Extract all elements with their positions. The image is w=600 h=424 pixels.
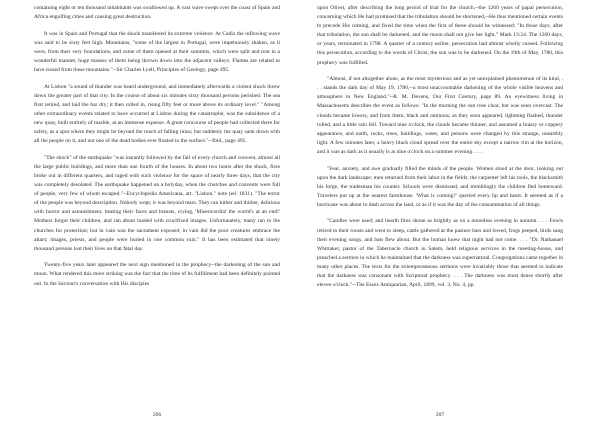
left-paragraph-5: Twenty-five years later appeared the next sign mentioned in the prophecy--the darkening of the sun and moon. What rendered this more striking was the fact that the time of its fulfillment had been definitely pointed out. In the Saviour's conversation with His disciples (34, 262, 280, 287)
right-paragraph-4: "Candles were used; and hearth fires shone as brightly as on a moonless evening in autumn. . . . Fowls retired to their roosts and went to sleep, cattle gathered at the pasture bars and lowed, frogs peeped, birds sang their evening songs, and bats flew about. But the human knew that night had not come. . . . "Dr. Nathanael Whittaker, pastor of the Tabernacle church in Salem, held religious services in the meeting-house, and preached a sermon in which he maintained that the darkness was supernatural. Congregations came together in many other places. The texts for the extemporaneous sermons were invariably those that seemed to indicate that the darkness was consonant with Scriptural prophecy. . . . The darkness was most dense shortly after eleven o'clock."--The Essex Antiquarian, April, 1899, vol. 3, No. 4, pp. (317, 218, 563, 289)
right-paragraph-2: "Almost, if not altogether alone, as the most mysterious and as yet unexplained phenomenon of its kind, . . . stands the dark day of May 19, 1780,--a most unaccountable darkening of the whole visible heavens and atmosphere in New England."--R. M. Devens, Our First Century, page 89. An eyewitness living in Massachusetts describes the event as follows: "In the morning the sun rose clear, but was soon overcast. The clouds became lowery, and from them, black and ominous, as they soon appeared, lightning flashed, thunder rolled, and a little rain fell. Toward nine o'clock, the clouds became thinner, and assumed a brassy or coppery appearance, and earth, rocks, trees, buildings, water, and persons were changed by this strange, unearthly light. A few minutes later, a heavy black cloud spread over the entire sky except a narrow rim at the horizon, and it was as dark as it usually is at nine o'clock on a summer evening. . . . (317, 76, 563, 155)
right-page-number: 207 (435, 412, 445, 418)
left-paragraph-4: "The shock" of the earthquake "was instantly followed by the fall of every church and convent, almost all the large public buildings, and more than one fourth of the houses. In about two hours after the shock, fires broke out in different quarters, and raged with such violence for the space of nearly three days, that the city was completely desolated. The earthquake happened on a holyday, when the churches and convents were full of people, very few of whom escaped."--Encyclopedia Americana, art. "Lisbon," note (ed. 1831). "The terror of the people was beyond description. Nobody wept; it was beyond tears. They ran hither and thither, delirious with horror and astonishment, beating their faces and breasts, crying, 'Misericordia! the world's at an end!' Mothers forgot their children, and ran about loaded with crucifixed images. Unfortunately, many ran to the churches for protection; but in vain was the sacrament exposed; in vain did the poor creatures embrace the altars; images, priests, and people were buried in one common ruin." It has been estimated that ninety thousand persons lost their lives on that fatal day. (34, 154, 280, 252)
left-paragraph-2: It was in Spain and Portugal that the shock manifested its extreme violence. At Cadiz the inflowing wave was said to be sixty feet high. Mountains, "some of the largest in Portugal, were impetuously shaken, as it were, from their very foundations, and some of them opened at their summits, which were split and rent in a wonderful manner, huge masses of them being thrown down into the adjacent valleys. Flames are related to have issued from these mountains."--Sir Charles Lyell, Principles of Geology, page 495. (34, 30, 280, 74)
left-page-number: 206 (152, 412, 162, 418)
right-page (317, 4, 563, 416)
left-paragraph-1: containing eight or ten thousand inhabitants was swallowed up. A vast wave swept over the coast of Spain and Africa engulfing cities and causing great destruction. (34, 5, 280, 21)
right-paragraph-3: "Fear, anxiety, and awe gradually filled the minds of the people. Women stood at the door, looking out upon the dark landscape; men returned from their labor in the fields; the carpenter left his tools, the blacksmith his forge, the tradesman his counter. Schools were dismissed, and tremblingly the children fled homeward. Travelers put up at the nearest farmhouse. 'What is coming?' queried every lip and heart. It seemed as if a hurricane was about to dash across the land, or as if it was the day of the consummation of all things. (317, 165, 563, 208)
right-paragraph-1: upon Olivet, after describing the long period of trial for the church,--the 1260 years of papal persecution, concerning which He had promised that the tribulation should be shortened,--He thus mentioned certain events to precede His coming, and fixed the time when the first of these should be witnessed: "In those days, after that tribulation, the sun shall be darkened, and the moon shall not give her light." Mark 13:24. The 1260 days, or years, terminated in 1798. A quarter of a century earlier, persecution had almost wholly ceased. Following this persecution, according to the words of Christ, the sun was to be darkened. On the 19th of May, 1780, this prophecy was fulfilled. (317, 5, 563, 66)
left-page (34, 4, 280, 416)
left-paragraph-3: At Lisbon "a sound of thunder was heard underground, and immediately afterwards a violent shock threw down the greater part of that city. In the course of about six minutes sixty thousand persons perished. The sea first retired, and laid the bar dry; it then rolled in, rising fifty feet or more above its ordinary level." "Among other extraordinary events related to have occurred at Lisbon during the catastrophe, was the subsidence of a new quay, built entirely of marble, at an immense expense. A great concourse of people had collected there for safety, as a spot where they might be beyond the reach of falling ruins; but suddenly the quay sank down with all the people on it, and not one of the dead bodies ever floated to the surface."--Ibid., page 495. (34, 83, 280, 145)
